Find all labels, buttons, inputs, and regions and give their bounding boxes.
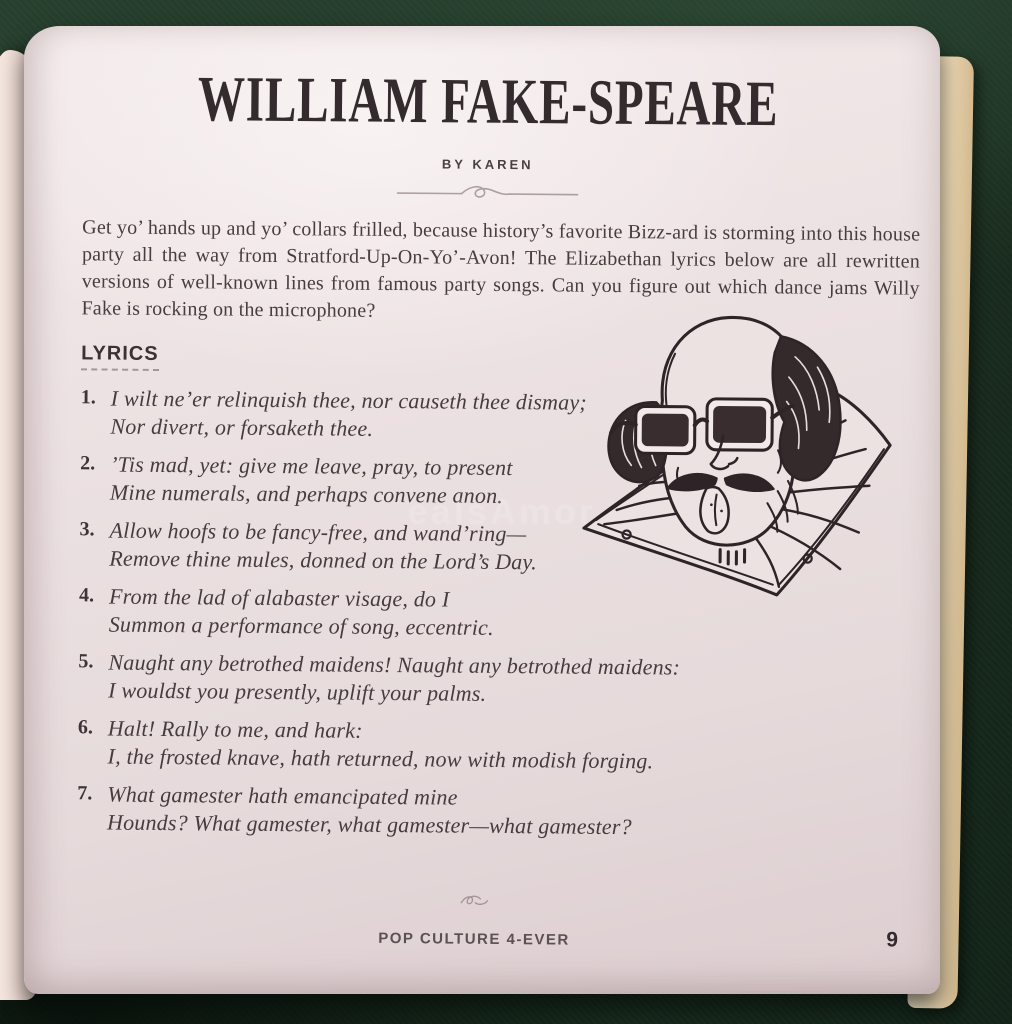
lyric-number: 3.	[79, 518, 95, 541]
lyric-line: I, the frosted knave, hath returned, now with modish forging.	[107, 743, 654, 773]
book-page	[24, 26, 940, 994]
lyric-line: I wouldst you presently, uplift your palms.	[108, 677, 487, 706]
lyric-line: Halt! Rally to me, and hark:	[107, 715, 363, 743]
shakespeare-sunglasses-illustration-icon	[567, 294, 906, 613]
lyric-number: 2.	[80, 452, 96, 475]
lyric-line: Allow hoofs to be fancy-free, and wand’ring—	[109, 517, 527, 547]
lyric-line: Mine numerals, and perhaps convene anon.	[109, 479, 504, 508]
footer-ornament-icon	[459, 893, 489, 909]
divider-flourish-icon	[395, 181, 579, 207]
page-content	[16, 23, 940, 999]
lyric-line: ’Tis mad, yet: give me leave, pray, to present	[110, 451, 513, 481]
page-number: 9	[886, 928, 899, 952]
lyric-line: From the lad of alabaster visage, do I	[108, 583, 450, 612]
lyric-line: Summon a performance of song, eccentric.	[108, 611, 494, 640]
lyric-number: 4.	[78, 584, 95, 607]
byline: BY KAREN	[441, 156, 534, 173]
lyric-line: Naught any betrothed maidens! Naught any betrothed maidens:	[108, 649, 681, 680]
lyric-line: Nor divert, or forsaketh thee.	[110, 413, 374, 441]
intro-paragraph: Get yo’ hands up and yo’ collars frilled, because history’s favorite Bizz-ard is storming into this house party all the way from Stratford-Up-On-Yo’-Avon! The Elizabethan lyrics below are all rewritten versions of well-known lines from famous party songs. Can you figure out which dance jams Willy Fake is rocking on the microphone?	[81, 216, 921, 322]
lyric-item	[78, 648, 888, 710]
lyric-line: Remove thine mules, donned on the Lord’s Day.	[109, 545, 538, 574]
lyric-line: I wilt ne’er relinquish thee, nor causeth thee dismay;	[110, 385, 588, 415]
section-heading: LYRICS	[81, 342, 891, 377]
lyric-item	[77, 780, 887, 842]
photo-watermark: ealsAmor	[407, 490, 596, 532]
lyric-line: Hounds? What gamester, what gamester—what gamester?	[106, 809, 632, 839]
lyric-item	[78, 714, 888, 776]
lyric-line: What gamester hath emancipated mine	[107, 781, 458, 810]
lyric-number: 1.	[80, 386, 96, 409]
lyric-number: 5.	[78, 650, 94, 673]
lyric-number: 6.	[77, 716, 93, 739]
page-title: WILLIAM FAKE-SPEARE	[197, 63, 779, 140]
footer-book-title: POP CULTURE 4-EVER	[378, 929, 570, 949]
lyric-number: 7.	[77, 782, 93, 805]
